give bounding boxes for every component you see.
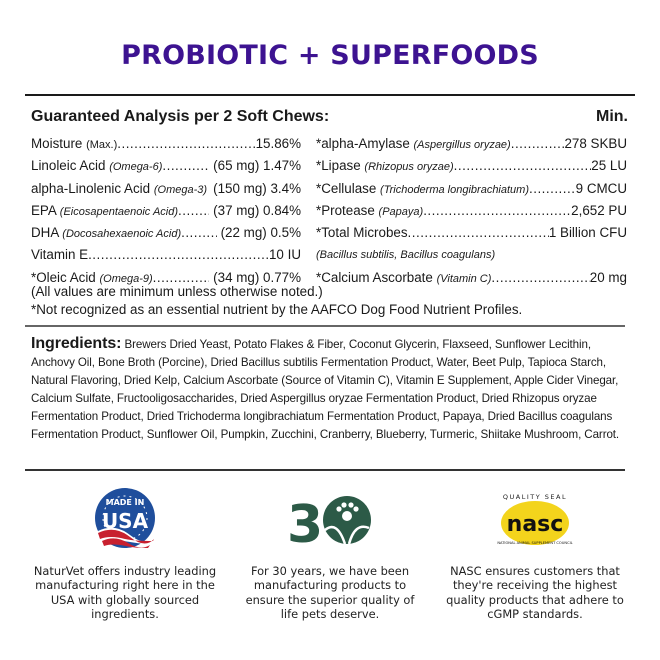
svg-text:MADE IN: MADE IN xyxy=(105,498,145,507)
analysis-row-alpha-linolenic xyxy=(31,178,301,200)
ingredients-text: Brewers Dried Yeast, Potato Flakes & Fiber, Coconut Glycerin, Flaxseed, Sunflower Lecithin, Anchovy Oil, Bone Broth (Porcine), Dried Bacillus subtilis Fermentation Product, Water, Beet Pulp, Tapioca Starch, Natural Flavoring, Dried Kelp, Calcium Ascorbate (Source of Vitamin C), Vitamin E Supplement, Apple Cider Vinegar, Calcium Sulfate, Fructooligosaccharides, Dried Aspergillus oryzae Fermentation Product, Dried Rhizopus oryzae Fermentation Product, Dried Trichoderma longibrachiatum Fermentation Product, Papaya, Dried Bacillus coagulans Fermentation Product, Sunflower Oil, Pumpkin, Zucchini, Cranberry, Blueberry, Turmeric, Shiitake Mushroom, Carrot. xyxy=(31,338,620,441)
nutrient-value: 9 CMCU xyxy=(575,180,627,196)
nutrient-amount: (22 mg) xyxy=(220,225,267,241)
guaranteed-analysis-header xyxy=(31,108,628,126)
nutrient-name: alpha-Linolenic Acid xyxy=(31,180,151,196)
nutrient-value: 0.84% xyxy=(263,202,301,218)
nutrient-qualifier: (Rhizopus oryzae) xyxy=(364,161,454,174)
nutrient-amount: (34 mg) xyxy=(213,269,260,285)
nutrient-value: 1 Billion CFU xyxy=(548,225,627,241)
leader-dots xyxy=(408,222,549,244)
nutrient-value: 10 IU xyxy=(268,247,301,263)
nutrient-name: Linoleic Acid xyxy=(31,158,106,174)
analysis-row-cellulase xyxy=(316,178,627,200)
leader-dots xyxy=(88,244,269,266)
leader-dots xyxy=(423,200,571,222)
nutrient-value: 20 mg xyxy=(589,269,627,285)
nutrient-amount: (37 mg) xyxy=(213,202,260,218)
badge-usa-text: NaturVet offers industry leading manufacturing right here in the USA with globally sourced ingredients. xyxy=(33,564,217,621)
svg-text:3: 3 xyxy=(287,495,324,550)
leader-dots xyxy=(162,155,209,177)
nutrient-name: Moisture xyxy=(31,136,83,151)
analysis-right-column xyxy=(316,133,627,289)
divider-top xyxy=(25,94,635,96)
nutrient-qualifier: (Eicosapentaenoic Acid) xyxy=(59,205,179,218)
nutrient-name: EPA xyxy=(31,202,57,218)
analysis-row-lipase xyxy=(316,155,627,177)
nutrient-qualifier: (Max.) xyxy=(86,139,118,151)
nutrient-qualifier: (Omega-6) xyxy=(109,161,163,174)
nutrient-value: 15.86% xyxy=(255,136,301,151)
nutrient-value: 25 LU xyxy=(591,158,627,174)
leader-dots xyxy=(529,178,576,200)
badge-30-years-text: For 30 years, we have been manufacturing products to ensure the superior quality of life pets deserve. xyxy=(245,564,415,621)
analysis-row-linoleic xyxy=(31,155,301,177)
nutrient-name: *Calcium Ascorbate xyxy=(316,269,433,285)
nutrient-name: Vitamin E xyxy=(31,247,89,263)
analysis-row-amylase xyxy=(316,133,627,155)
svg-text:QUALITY SEAL: QUALITY SEAL xyxy=(502,493,568,501)
note-aafco: *Not recognized as an essential nutrient by the AAFCO Dog Food Nutrient Profiles. xyxy=(31,302,523,317)
nutrient-name: *alpha-Amylase xyxy=(316,136,410,151)
nutrient-value: 0.77% xyxy=(263,269,301,285)
nutrient-qualifier: (Docosahexaenoic Acid) xyxy=(62,228,182,241)
ingredients-label: Ingredients: xyxy=(31,335,122,352)
leader-dots xyxy=(511,133,565,155)
nasc-quality-seal-icon xyxy=(435,480,635,560)
ingredients-section xyxy=(31,335,636,444)
nutrient-value: 3.4% xyxy=(270,180,301,196)
leader-dots xyxy=(181,222,217,244)
svg-text:USA: USA xyxy=(101,509,149,533)
nutrient-name: *Oleic Acid xyxy=(31,269,96,285)
microbe-strains: (Bacillus subtilis, Bacillus coagulans) xyxy=(316,249,496,262)
nutrient-name: *Lipase xyxy=(316,158,361,174)
nutrient-amount: (65 mg) xyxy=(213,158,260,174)
nutrient-qualifier: (Vitamin C) xyxy=(436,272,492,285)
guaranteed-analysis-heading: Guaranteed Analysis per 2 Soft Chews: xyxy=(31,108,330,125)
nutrient-amount: (150 mg) xyxy=(213,180,267,196)
page-title: PROBIOTIC + SUPERFOODS xyxy=(121,40,539,71)
min-label: Min. xyxy=(596,108,628,125)
nutrient-qualifier: (Omega-3) xyxy=(153,183,208,196)
nutrient-name: *Cellulase xyxy=(316,180,377,196)
analysis-notes xyxy=(31,283,522,319)
analysis-row-total-microbes xyxy=(316,222,627,244)
nutrient-name: DHA xyxy=(31,225,59,241)
badge-30-years xyxy=(230,480,430,621)
leader-dots xyxy=(454,155,592,177)
nutrient-value: 2,652 PU xyxy=(571,202,627,218)
nutrient-qualifier: (Aspergillus oryzae) xyxy=(413,139,511,151)
nutrient-qualifier: (Trichoderma longibrachiatum) xyxy=(380,183,529,196)
divider-middle xyxy=(25,325,625,327)
analysis-row-epa xyxy=(31,200,301,222)
nutrient-qualifier: (Omega-9) xyxy=(99,272,153,285)
nutrient-qualifier: (Papaya) xyxy=(378,205,424,218)
analysis-row-protease xyxy=(316,200,627,222)
badges-section xyxy=(0,480,660,650)
leader-dots xyxy=(117,133,255,155)
analysis-row-moisture xyxy=(31,133,301,155)
note-minimum-values: (All values are minimum unless otherwise noted.) xyxy=(31,284,323,299)
nutrient-name: *Total Microbes xyxy=(316,225,408,241)
analysis-row-microbe-strains xyxy=(316,244,627,266)
made-in-usa-seal-icon xyxy=(25,480,225,560)
badge-nasc-text: NASC ensures customers that they're receiving the highest quality products that adhere to cGMP standards. xyxy=(446,564,624,621)
badge-made-in-usa xyxy=(25,480,225,621)
svg-text:NATIONAL ANIMAL SUPPLEMENT COU: NATIONAL ANIMAL SUPPLEMENT COUNCIL xyxy=(497,541,573,545)
nutrient-name: *Protease xyxy=(316,202,375,218)
analysis-row-vitamin-e xyxy=(31,244,301,266)
analysis-left-column xyxy=(31,133,301,289)
nutrient-value: 0.5% xyxy=(270,225,301,241)
30-years-paw-logo-icon xyxy=(230,480,430,560)
divider-bottom xyxy=(25,469,625,471)
svg-text:nasc: nasc xyxy=(506,512,564,537)
badge-nasc xyxy=(435,480,635,621)
leader-dots xyxy=(178,200,209,222)
nutrient-value: 278 SKBU xyxy=(564,136,627,151)
analysis-row-dha xyxy=(31,222,301,244)
nutrient-value: 1.47% xyxy=(263,158,301,174)
